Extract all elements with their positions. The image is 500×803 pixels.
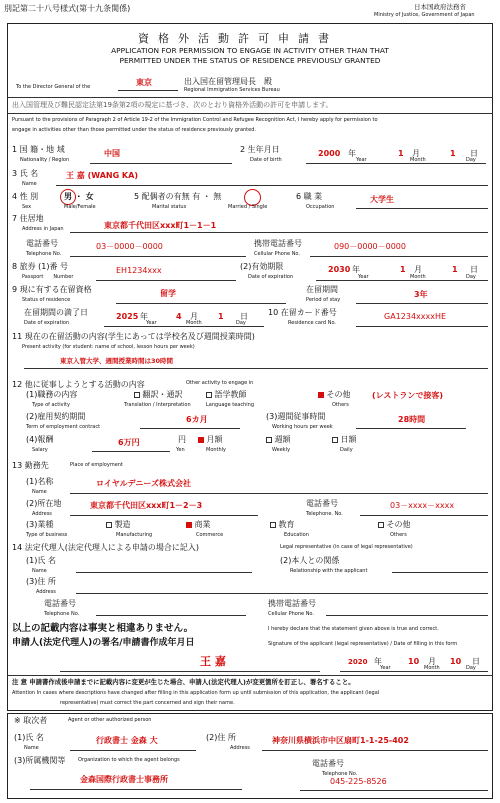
monthly-text: 月額 <box>206 435 223 444</box>
occupation-en: Occupation <box>306 204 335 210</box>
agent-name-label: (1)氏 名 <box>14 733 44 742</box>
form-title-en-2: PERMITTED UNDER THE STATUS OF RESIDENCE PREVIOUSLY GRANTED <box>119 56 381 65</box>
bureau-en: Regional Immigration Services Bureau <box>184 87 280 93</box>
biz-manufacturing[interactable] <box>106 521 131 529</box>
biz-education-en: Education <box>284 532 309 538</box>
checkbox[interactable] <box>134 392 140 398</box>
opt-translation-en: Translation / Interpretation <box>124 402 191 408</box>
day-en: Day <box>466 157 476 163</box>
present-en: Present activity (for student: name of school, lesson hours per week) <box>22 344 195 350</box>
sex-en-options: Male/Female <box>64 204 96 210</box>
biz-commerce[interactable] <box>186 521 211 529</box>
agent-name-en: Name <box>24 745 39 751</box>
agent-addr-en: Address <box>230 745 250 751</box>
underline <box>316 280 488 281</box>
emp-addr-value[interactable]: 東京都千代田区xxx町1－2－3 <box>90 501 203 510</box>
checkbox[interactable] <box>266 437 272 443</box>
pexp-en: Date of expiration <box>248 274 294 280</box>
underline <box>90 163 232 164</box>
bureau-value[interactable]: 東京 <box>136 78 152 87</box>
year-jp: 年 <box>140 312 148 321</box>
cell-label: 携帯電話番号 <box>254 239 302 248</box>
address-en: Address in Japan <box>22 226 64 232</box>
agent-label: ※ 取次者 <box>14 716 48 725</box>
biz-commerce-text: 商業 <box>194 520 211 529</box>
emp-addr-en: Address <box>32 511 52 517</box>
intro-en-2: engage in activities other than those permitted under the status of residence previously granted. <box>12 127 256 133</box>
name-en: Name <box>22 181 37 187</box>
divider <box>7 97 493 98</box>
pexp-day[interactable]: 1 <box>452 265 458 274</box>
declaration-en: I hereby declare that the statement given above is true and correct. <box>268 626 439 632</box>
salary-value[interactable]: 6万円 <box>118 438 140 447</box>
biz-commerce-en: Commerce <box>196 532 224 538</box>
underline <box>76 572 252 573</box>
address-label: 7 住居地 <box>12 214 44 223</box>
agent-org-value[interactable]: 金森国際行政書士事務所 <box>80 775 168 784</box>
occupation-label: 6 職 業 <box>296 192 323 201</box>
underline <box>392 572 488 573</box>
marital-en-options: Married / Single <box>228 204 268 210</box>
form-id-paren: (第十九条関係) <box>76 4 131 13</box>
employer-label: 13 勤務先 <box>12 461 49 470</box>
biz-education-text: 教育 <box>278 520 295 529</box>
year-jp: 年 <box>352 265 360 274</box>
underline <box>356 303 488 304</box>
tel-en: Telephone No. <box>26 251 62 257</box>
underline <box>70 493 488 494</box>
legal-rep-en: Legal representative (in case of legal representative) <box>280 544 413 550</box>
year-en: Year <box>358 274 369 280</box>
underline <box>326 615 488 616</box>
underline <box>92 451 170 452</box>
emp-tel-label: 電話番号 <box>306 499 338 508</box>
emp-name-en: Name <box>32 489 47 495</box>
underline <box>24 368 488 369</box>
rep-name-en: Name <box>32 568 47 574</box>
passport-label: 8 旅券 (1)番 号 <box>12 262 69 271</box>
rep-name-label: (1)氏 名 <box>26 556 56 565</box>
intro-jp: 出入国管理及び難民認定法第19条第2項の規定に基づき、次のとおり資格外活動の許可を申請します。 <box>12 101 333 109</box>
sex-label: 4 性 別 <box>12 192 39 201</box>
agent-tel-value[interactable]: 045-225-8526 <box>330 777 387 786</box>
opt-language-text: 語学教師 <box>214 390 247 399</box>
opt-language-en: Language teaching <box>206 402 255 408</box>
status-value[interactable]: 留学 <box>160 289 176 298</box>
underline <box>356 326 488 327</box>
emp-tel-value[interactable]: 03－xxxx－xxxx <box>390 501 455 510</box>
agent-tel-en: Telephone No. <box>322 771 358 777</box>
agent-en: Agent or other authorized person <box>68 717 152 723</box>
underline <box>306 163 486 164</box>
year-jp: 年 <box>374 657 382 666</box>
exp-en: Date of expiration <box>24 320 70 326</box>
name-label: 3 氏 名 <box>12 169 39 178</box>
underline <box>70 232 488 233</box>
address-value[interactable]: 東京都千代田区xxx町1－1－1 <box>104 221 217 230</box>
exp-year[interactable]: 2025 <box>116 312 139 321</box>
signature-value[interactable]: 王 嘉 <box>200 655 226 668</box>
other-activity-en: Other activity to engage in <box>186 380 254 386</box>
dob-month[interactable]: 1 <box>398 149 404 158</box>
type-en: Type of activity <box>32 402 70 408</box>
daily-en: Daily <box>340 447 353 453</box>
other-value[interactable]: (レストランで接客) <box>372 391 444 400</box>
status-label: 9 現に有する在留資格 <box>12 285 92 294</box>
checkbox[interactable] <box>270 522 276 528</box>
exp-month[interactable]: 4 <box>176 312 182 321</box>
opt-monthly[interactable] <box>198 436 223 444</box>
checkbox-checked[interactable] <box>318 392 324 398</box>
tel-label: 電話番号 <box>26 239 58 248</box>
agent-frame <box>7 713 493 799</box>
card-en: Residence card No. <box>288 320 336 326</box>
sig-date-year[interactable]: 2020 <box>348 658 368 666</box>
agent-org-en: Organization to which the agent belongs <box>78 757 180 763</box>
dob-year[interactable]: 2000 <box>318 149 341 158</box>
intro-en-1: Pursuant to the provisions of Paragraph 2 of Article 19-2 of the Immigration Control and Refugee Recognition Act, I hereby apply for permission to <box>12 117 378 123</box>
yen-en: Yen <box>176 447 185 453</box>
hours-en: Working hours per week <box>272 424 333 430</box>
day-jp: 日 <box>240 312 248 321</box>
exp-label: 在留期間の満了日 <box>24 308 88 317</box>
checkbox-checked[interactable] <box>198 437 204 443</box>
type-label: (1)職務の内容 <box>26 390 78 399</box>
rep-tel-label: 電話番号 <box>44 599 76 608</box>
underline <box>360 515 488 516</box>
rep-addr-en: Address <box>36 589 56 595</box>
day-en: Day <box>466 274 476 280</box>
tel-value[interactable]: 03－0000－0000 <box>96 242 163 251</box>
month-jp: 月 <box>412 149 420 158</box>
year-en: Year <box>380 665 391 671</box>
declaration-jp: 以上の記載内容は事実と相違ありません。 <box>12 623 194 634</box>
month-en: Month <box>410 274 426 280</box>
month-jp: 月 <box>190 312 198 321</box>
day-en: Day <box>236 320 246 326</box>
note-en-1: Attention In cases where descriptions have changed after filling in this application form up until submission of this application, the applicant (legal <box>12 690 380 696</box>
checkbox[interactable] <box>206 392 212 398</box>
divider <box>7 113 493 114</box>
biz-others-en: Others <box>390 532 407 538</box>
month-jp: 月 <box>414 265 422 274</box>
rep-cell-label: 携帯電話番号 <box>268 599 316 608</box>
month-en: Month <box>410 157 426 163</box>
sig-label-en: Signature of the applicant (legal representative) / Date of filling in this form <box>268 641 458 647</box>
present-label: 11 現在の在留活動の内容(学生にあっては学校名及び週間授業時間) <box>12 332 255 341</box>
sex-selected-circle <box>60 189 76 205</box>
underline <box>116 303 286 304</box>
underline <box>140 428 240 429</box>
period-en: Period of stay <box>306 297 341 303</box>
underline <box>30 789 242 790</box>
biz-en: Type of business <box>26 532 68 538</box>
month-jp: 月 <box>428 657 436 666</box>
pexp-month[interactable]: 1 <box>400 265 406 274</box>
name-value[interactable]: 王 嘉 (WANG KA) <box>66 171 138 180</box>
exp-day[interactable]: 1 <box>218 312 224 321</box>
sex-en: Sex <box>22 204 32 210</box>
monthly-en: Monthly <box>206 447 227 453</box>
biz-manufacturing-en: Manufacturing <box>116 532 153 538</box>
dob-day[interactable]: 1 <box>450 149 456 158</box>
checkbox[interactable] <box>106 522 112 528</box>
sex-options[interactable]: 男 ・ 女 <box>64 192 94 201</box>
rep-tel-en: Telephone No. <box>44 611 80 617</box>
underline <box>340 671 488 672</box>
opt-other[interactable] <box>318 391 351 399</box>
underline <box>310 256 488 257</box>
nationality-label: 1 国 籍・地 域 <box>12 145 65 154</box>
period-value[interactable]: 3年 <box>414 290 428 299</box>
opt-other-en: Others <box>332 402 349 408</box>
day-jp: 日 <box>470 149 478 158</box>
checkbox[interactable] <box>332 437 338 443</box>
card-label: 10 在留カード番号 <box>268 308 337 317</box>
yen-label: 円 <box>178 435 186 444</box>
note-en-2: representative) must correct the part concerned and sign their name. <box>60 700 235 706</box>
form-id: 別記第二十八号様式 <box>4 4 76 13</box>
month-en: Month <box>424 665 440 671</box>
opt-daily[interactable] <box>332 436 357 444</box>
agent-org-label: (3)所属機関等 <box>14 756 66 765</box>
underline <box>70 256 246 257</box>
hours-label: (3)週間従事時間 <box>266 412 326 421</box>
pexp-year[interactable]: 2030 <box>328 265 351 274</box>
sig-date-day[interactable]: 10 <box>450 657 462 666</box>
sig-date-month[interactable]: 10 <box>408 657 420 666</box>
emp-addr-label: (2)所在地 <box>26 499 62 508</box>
biz-education[interactable] <box>270 521 295 529</box>
year-en: Year <box>356 157 367 163</box>
underline <box>300 790 488 791</box>
day-jp: 日 <box>470 265 478 274</box>
underline <box>60 671 320 672</box>
cell-en: Cellular Phone No. <box>254 251 300 257</box>
biz-label: (3)業種 <box>26 520 54 529</box>
weekly-en: Weekly <box>272 447 291 453</box>
term-label: (2)雇用契約期間 <box>26 412 86 421</box>
agent-name-value[interactable]: 行政書士 金森 大 <box>96 736 158 745</box>
checkbox[interactable] <box>378 522 384 528</box>
biz-others[interactable] <box>378 521 411 529</box>
underline <box>76 593 488 594</box>
underline <box>96 615 246 616</box>
term-en: Term of employment contract <box>26 424 101 430</box>
cell-value[interactable]: 090－0000－0000 <box>334 242 406 251</box>
status-en: Status of residence <box>22 297 71 303</box>
underline <box>104 326 264 327</box>
to-director-en: To the Director General of the <box>16 84 91 90</box>
ministry-jp: 日本国政府法務省 <box>414 3 466 11</box>
employer-en: Place of employment <box>70 462 123 468</box>
rep-rel-label: (2)本人との関係 <box>280 556 340 565</box>
biz-others-text: その他 <box>386 520 411 529</box>
note-jp: 注 意 申請書作成後申請までに記載内容に変更が生じた場合、申請人(法定代理人)が変更箇所を訂正し、署名すること。 <box>12 678 355 686</box>
bureau-underline <box>118 90 178 91</box>
salary-label: (4)報酬 <box>26 435 54 444</box>
underline <box>96 280 236 281</box>
day-en: Day <box>466 665 476 671</box>
underline <box>356 208 488 209</box>
ministry-en: Ministry of Justice, Government of Japan <box>374 12 475 18</box>
passport-en: Passport Number <box>22 274 74 280</box>
form-title-jp: 資格外活動許可申請書 <box>138 32 338 45</box>
weekly-text: 週額 <box>274 435 291 444</box>
legal-rep-label: 14 法定代理人(法定代理人による申請の場合に記入) <box>12 543 199 552</box>
underline <box>56 185 488 186</box>
nationality-value[interactable]: 中国 <box>104 149 120 158</box>
emp-name-value[interactable]: ロイヤルデニーズ株式会社 <box>96 479 191 488</box>
hours-value[interactable]: 28時間 <box>398 415 426 424</box>
period-label: 在留期間 <box>306 285 338 294</box>
underline <box>70 750 196 751</box>
divider <box>7 675 493 676</box>
daily-text: 日額 <box>340 435 357 444</box>
day-jp: 日 <box>472 657 480 666</box>
occupation-value[interactable]: 大学生 <box>370 195 394 204</box>
form-title-en-1: APPLICATION FOR PERMISSION TO ENGAGE IN ACTIVITY OTHER THAN THAT <box>111 46 389 55</box>
marital-label[interactable]: 5 配偶者の有無 有 ・ 無 <box>134 192 222 201</box>
emp-tel-en: Telephone. No. <box>306 511 343 517</box>
rep-cell-en: Cellular Phone No. <box>268 611 314 617</box>
rep-rel-en: Relationship with the applicant <box>290 568 368 574</box>
nationality-en: Nationality / Region <box>20 157 70 163</box>
underline <box>356 428 466 429</box>
agent-tel-label: 電話番号 <box>312 759 344 768</box>
underline <box>70 515 258 516</box>
opt-translation[interactable] <box>134 391 183 399</box>
agent-addr-value[interactable]: 神奈川県横浜市中区扇町1-1-25-402 <box>272 736 409 745</box>
bureau-jp: 出入国在留管理局長 殿 <box>184 77 272 86</box>
month-en: Month <box>186 320 202 326</box>
opt-language[interactable] <box>206 391 247 399</box>
present-value[interactable]: 東京入管大学、週間授業時間は30時間 <box>60 357 174 365</box>
form-number <box>4 5 130 13</box>
checkbox-checked[interactable] <box>186 522 192 528</box>
biz-manufacturing-text: 製造 <box>114 520 131 529</box>
agent-addr-label: (2)住 所 <box>206 733 236 742</box>
underline <box>262 750 488 751</box>
sig-label-jp: 申請人(法定代理人)の署名/申請書作成年月日 <box>12 638 195 648</box>
rep-addr-label: (3)住 所 <box>26 577 56 586</box>
dob-en: Date of birth <box>250 157 282 163</box>
other-activity-label: 12 他に従事しようとする活動の内容 <box>12 380 145 389</box>
salary-en: Salary <box>32 447 48 453</box>
dob-label: 2 生年月日 <box>240 145 280 154</box>
year-jp: 年 <box>348 149 356 158</box>
card-value[interactable]: GA1234xxxxHE <box>384 312 447 321</box>
marital-en: Marital status <box>152 204 187 210</box>
emp-name-label: (1)名称 <box>26 477 54 486</box>
opt-other-text: その他 <box>326 390 351 399</box>
term-value[interactable]: 6カ月 <box>186 415 208 424</box>
opt-weekly[interactable] <box>266 436 291 444</box>
pexp-label: (2)有効期限 <box>240 262 284 271</box>
opt-translation-text: 翻訳・通訳 <box>142 390 183 399</box>
passport-value[interactable]: EH1234xxx <box>116 266 162 275</box>
year-en: Year <box>146 320 157 326</box>
